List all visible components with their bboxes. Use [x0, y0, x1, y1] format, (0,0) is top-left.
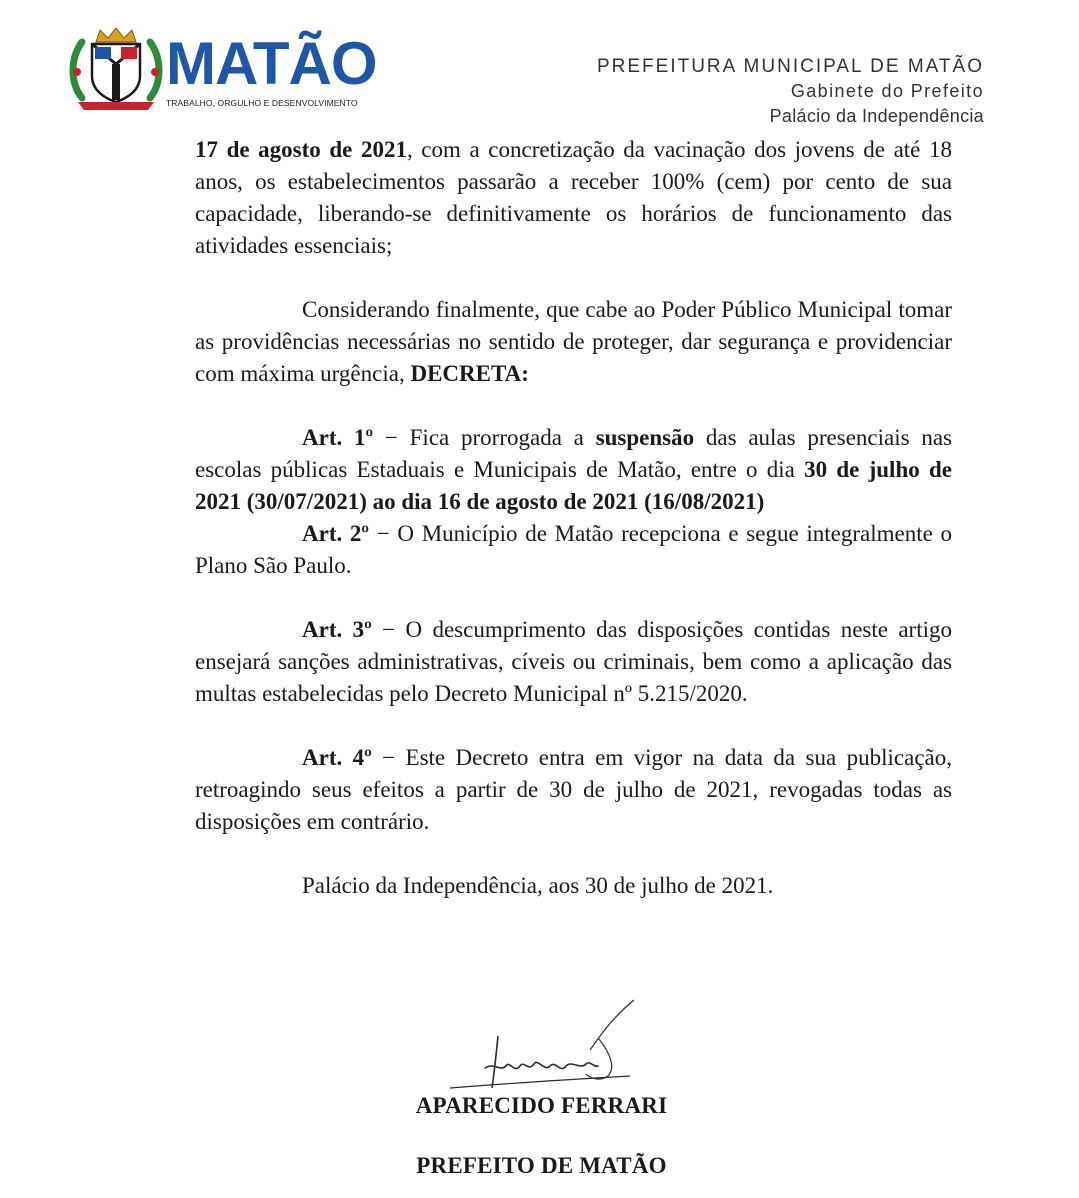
handwritten-signature — [440, 996, 640, 1096]
paragraph-text: Considerando finalmente, que cabe ao Poder Público Municipal tomar as providências necessárias no sentido de proteger, dar segurança e providenciar com máxima urgência, — [195, 297, 952, 386]
article-text: − Fica prorrogada a — [373, 425, 596, 450]
paragraph-text: , com a concretização da vacinação dos jovens de até 18 anos, os estabelecimentos passarão a receber 100% (cem) por cento de sua capacidade, liberando-se definitivamente os horários de funcionamento das atividades essenciais; — [195, 137, 952, 258]
header-line-prefeitura: PREFEITURA MUNICIPAL DE MATÃO — [596, 56, 984, 77]
closing-date: Palácio da Independência, aos 30 de julho de 2021. — [302, 873, 774, 898]
article-label: Art. 1º — [302, 425, 374, 450]
decree-body — [195, 134, 952, 902]
article-text: − O descumprimento das disposições contidas neste artigo ensejará sanções administrativas, cíveis ou criminais, bem como a aplicação das multas estabelecidas pelo Decreto Municipal nº 5.215/2020. — [195, 617, 952, 706]
article-label: Art. 4º — [302, 745, 372, 770]
brand-name: MATÃO — [166, 30, 377, 97]
brand-slogan: TRABALHO, ORGULHO E DESENVOLVIMENTO — [166, 98, 358, 108]
paragraph-considering — [195, 294, 952, 390]
article-text: − O Município de Matão recepciona e segue integralmente o Plano São Paulo. — [195, 521, 952, 578]
article-text: − Este Decreto entra em vigor na data da sua publicação, retroagindo seus efeitos a partir de 30 de julho de 2021, revogadas todas as disposições em contrário. — [195, 745, 952, 834]
paragraph-vaccination — [195, 134, 952, 262]
date-emphasis: 17 de agosto de 2021 — [195, 137, 407, 162]
article-label: Art. 3º — [302, 617, 372, 642]
header-logo — [68, 28, 398, 110]
signatory-title: PREFEITO DE MATÃO — [416, 1153, 667, 1178]
decreta-emphasis: DECRETA: — [410, 361, 529, 386]
signatory-name: APARECIDO FERRARI — [415, 1093, 668, 1118]
article-label: Art. 2º — [302, 521, 370, 546]
article-1 — [195, 422, 952, 518]
header-institution — [597, 54, 984, 129]
header-line-palacio: Palácio da Independência — [769, 106, 984, 126]
municipal-coat-of-arms-icon — [68, 28, 164, 110]
date-range-emphasis: 30 de julho de 2021 (30/07/2021) ao dia 16 de agosto de 2021 (16/08/2021) — [195, 457, 952, 514]
article-4 — [195, 742, 952, 838]
article-text: das aulas presenciais nas escolas públicas Estaduais e Municipais de Matão, entre o dia — [195, 425, 952, 482]
article-3 — [195, 614, 952, 710]
suspension-emphasis: suspensão — [595, 425, 695, 450]
header-line-gabinete: Gabinete do Prefeito — [790, 81, 984, 101]
article-2 — [195, 518, 952, 582]
